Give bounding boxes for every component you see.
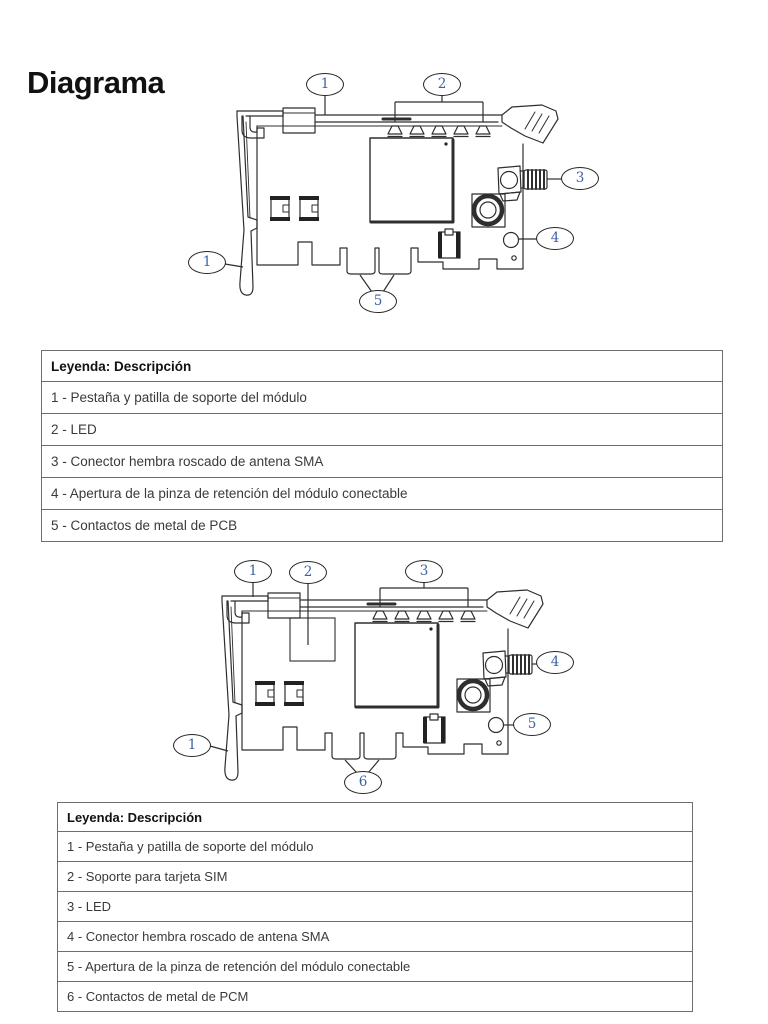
legend-row: 1 - Pestaña y patilla de soporte del módulo: [58, 831, 692, 861]
callout-support-leg: [188, 251, 226, 274]
legend-row: 2 - Soporte para tarjeta SIM: [58, 861, 692, 891]
sim-card-holder: [290, 618, 335, 661]
callout-label: 6: [358, 773, 368, 790]
callout-pcm-contacts: [344, 771, 382, 794]
module-diagram-1: [180, 70, 610, 320]
callout-clip-aperture: [513, 713, 551, 736]
callout-sim-holder: [289, 561, 327, 584]
legend-row: 4 - Conector hembra roscado de antena SMA: [58, 921, 692, 951]
legend-header: Leyenda: Descripción: [67, 809, 203, 825]
callout-led: [405, 560, 443, 583]
callout-label: 2: [303, 563, 313, 580]
callout-label: 1: [248, 562, 258, 579]
callout-label: 1: [187, 736, 197, 753]
callout-sma-connector: [561, 167, 599, 190]
module-board-drawing-1: [180, 70, 610, 320]
page-title: Diagrama: [27, 64, 165, 100]
callout-label: 2: [437, 75, 447, 92]
callout-label: 1: [202, 253, 212, 270]
callout-module-tab-top: [234, 560, 272, 583]
callout-support-leg: [173, 734, 211, 757]
legend-row: 5 - Contactos de metal de PCB: [42, 509, 722, 541]
legend-table-2: [57, 802, 693, 1012]
module-board-drawing-2: [165, 555, 595, 805]
callout-label: 5: [373, 292, 383, 309]
legend-row: 3 - Conector hembra roscado de antena SMA: [42, 445, 722, 477]
legend-row: 2 - LED: [42, 413, 722, 445]
legend-row: 3 - LED: [58, 891, 692, 921]
legend-row: 1 - Pestaña y patilla de soporte del módulo: [42, 381, 722, 413]
callout-led: [423, 73, 461, 96]
callout-label: 1: [320, 75, 330, 92]
callout-label: 5: [527, 715, 537, 732]
legend-header: Leyenda: Descripción: [51, 358, 192, 374]
callout-label: 3: [575, 169, 585, 186]
callout-module-tab-top: [306, 73, 344, 96]
callout-label: 4: [550, 653, 560, 670]
module-diagram-2: [165, 555, 595, 805]
callout-sma-connector: [536, 651, 574, 674]
callout-clip-aperture: [536, 227, 574, 250]
callout-label: 4: [550, 229, 560, 246]
leader-lines-2: [210, 583, 537, 773]
legend-row: 5 - Apertura de la pinza de retención del módulo conectable: [58, 951, 692, 981]
legend-row: 6 - Contactos de metal de PCM: [58, 981, 692, 1011]
callout-pcb-contacts: [359, 290, 397, 313]
legend-row: 4 - Apertura de la pinza de retención del módulo conectable: [42, 477, 722, 509]
legend-table-1: [41, 350, 723, 542]
callout-label: 3: [419, 562, 429, 579]
